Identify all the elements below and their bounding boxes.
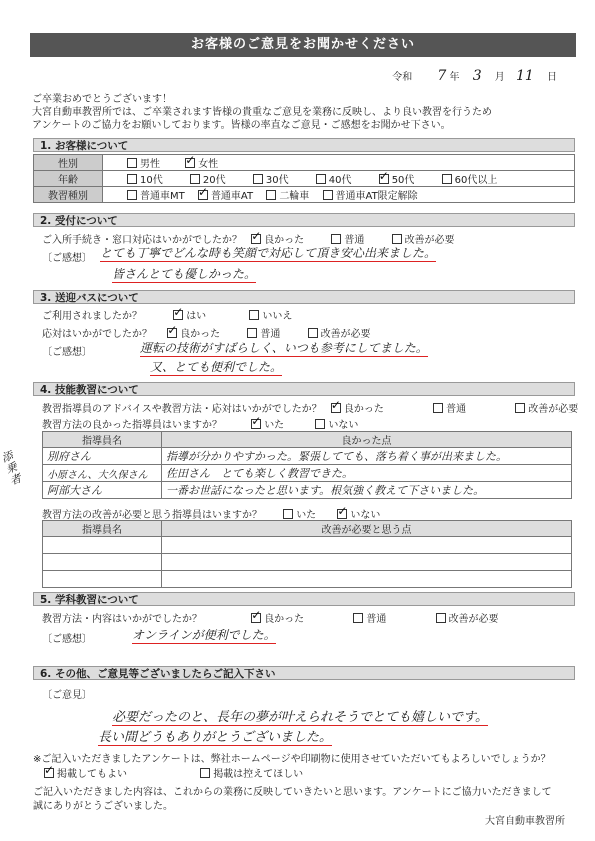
- consent-options: ✓掲載してもよい 掲載は控えてほしい: [44, 765, 303, 780]
- other-comment-1: 必要だったのと、長年の夢が叶えられそうでとても嬉しいです。: [112, 706, 488, 726]
- reception-comment-1: とても丁寧でどんな時も笑顔で対応して頂き安心出来ました。: [100, 246, 437, 260]
- section-4-header: 4. 技能教習について: [33, 382, 575, 396]
- reception-normal-checkbox[interactable]: [331, 234, 341, 244]
- lecture-normal-checkbox[interactable]: [353, 613, 363, 623]
- good-instructor-table: 指導員名 良かった点 別府さん 指導が分かりやすかった。緊張してても、落ち着く事が出来ました。 小原さん、大久保さん 佐田さん とても楽しく教習できた。 阿部大さん 一番お世話になったと思います。根気強く教えて下さいました。: [42, 431, 572, 499]
- good-instructor-no[interactable]: [315, 419, 325, 429]
- closing-text: ご記入いただきました内容は、これからの業務に反映していきたいと思います。アンケートにご協力いただきまして 誠にありがとうございました。: [33, 787, 552, 812]
- checkbox-age-40[interactable]: [316, 174, 326, 184]
- section-3-header: 3. 送迎バスについて: [33, 290, 575, 304]
- checkbox-age-30[interactable]: [253, 174, 263, 184]
- checkbox-at-release[interactable]: [323, 190, 333, 200]
- lecture-good-checkbox[interactable]: [251, 613, 261, 623]
- bus-no-checkbox[interactable]: [249, 310, 259, 320]
- checkbox-at[interactable]: [198, 190, 208, 200]
- bus-comment-2: 又、とても便利でした。: [150, 360, 283, 374]
- instructor-name: 阿部大さん: [43, 482, 162, 499]
- intro-text: ご卒業おめでとうございます！ 大宮自動車教習所では、ご卒業されます皆様の貴重なご意見を業務に反映し、より良い教習を行うため アンケートのご協力をお願いしております。皆様の率直なご意見・ご感想をお聞かせ下さい。: [32, 94, 492, 131]
- improve-instructor-yes[interactable]: [283, 509, 293, 519]
- bus-good-checkbox[interactable]: [167, 328, 177, 338]
- reception-improve-checkbox[interactable]: [392, 234, 402, 244]
- good-instructor-yes[interactable]: [251, 419, 261, 429]
- section-5-header: 5. 学科教習について: [33, 592, 575, 606]
- lecture-comment: オンラインが便利でした。: [132, 628, 276, 642]
- customer-info-table: 性別 男性 ✓ 女性 年齢 10代 20代 30代 40代 ✓ 50代 60代以上 教習種別 普通車MT ✓ 普通車AT 二輪車 普通車AT限定解除: [33, 154, 575, 203]
- bus-comment-1: 運転の技術がすばらしく、いつも参考にしてました。: [140, 341, 428, 355]
- other-comment-label: 〔ご意見〕: [42, 690, 92, 701]
- section-2-header: 2. 受付について: [33, 213, 575, 227]
- section-6-header: 6. その他、ご意見等ございましたらご記入下さい: [33, 666, 575, 680]
- instructor-good-point: 指導が分かりやすかった。緊張してても、落ち着く事が出来ました。: [162, 448, 572, 465]
- improve-instructor-no[interactable]: [337, 509, 347, 519]
- checkbox-age-60[interactable]: [442, 174, 452, 184]
- improve-instructor-table: 指導員名 改善が必要と思う点: [42, 520, 572, 588]
- bus-improve-checkbox[interactable]: [308, 328, 318, 338]
- bus-normal-checkbox[interactable]: [247, 328, 257, 338]
- checkbox-mt[interactable]: [127, 190, 137, 200]
- improve-instructor-question: 教習方法の改善が必要と思う指導員はいますか？ いた ✓ いない: [42, 506, 380, 521]
- reception-comment-2: 皆さんとても優しかった。: [112, 267, 257, 281]
- checkbox-female[interactable]: [185, 158, 195, 168]
- instructor-name: 別府さん: [43, 448, 162, 465]
- bus-service-question: 応対はいかがでしたか？ ✓ 良かった 普通 改善が必要: [42, 325, 371, 340]
- bus-comment-label: 〔ご感想〕: [42, 347, 92, 358]
- section-1-header: 1. お客様について: [33, 138, 575, 152]
- bus-yes-checkbox[interactable]: [173, 310, 183, 320]
- consent-question: ※ご記入いただきましたアンケートは、弊社ホームページや印刷物に使用させていただいてもよろしいでしょうか？: [33, 754, 551, 765]
- reception-question: ご入所手続き・窓口対応はいかがでしたか？ ✓ 良かった 普通 改善が必要: [42, 231, 455, 246]
- month-value: 3: [472, 68, 482, 84]
- school-name: 大宮自動車教習所: [485, 816, 565, 827]
- instructor-name: 小原さん、大久保さん: [43, 465, 162, 482]
- lecture-improve-checkbox[interactable]: [436, 613, 446, 623]
- instructor-good-point: 一番お世話になったと思います。根気強く教えて下さいました。: [162, 482, 572, 499]
- day-value: 11: [515, 68, 534, 84]
- skill-improve-checkbox[interactable]: [515, 403, 525, 413]
- skill-advice-question: 教習指導員のアドバイスや教習方法・応対はいかがでしたか？ ✓ 良かった 普通 改善が必要: [42, 400, 578, 415]
- date-line: 令和 7 年 3 月 11 日: [392, 68, 557, 84]
- skill-good-checkbox[interactable]: [331, 403, 341, 413]
- lecture-question: 教習方法・内容はいかがでしたか？ ✓ 良かった 普通 改善が必要: [42, 610, 499, 625]
- checkbox-age-50[interactable]: [379, 174, 389, 184]
- instructor-good-point: 佐田さん とても楽しく教習できた。: [162, 465, 572, 482]
- form-title: お客様のご意見をお聞かせください: [30, 33, 576, 57]
- consent-yes-checkbox[interactable]: [44, 768, 54, 778]
- reception-good-checkbox[interactable]: [251, 234, 261, 244]
- good-instructor-question: 教習方法の良かった指導員はいますか？ ✓ いた いない: [42, 416, 358, 431]
- reception-comment-label: 〔ご感想〕: [42, 253, 92, 264]
- other-comment-2: 長い間どうもありがとうございました。: [98, 726, 332, 746]
- checkbox-age-20[interactable]: [190, 174, 200, 184]
- skill-normal-checkbox[interactable]: [433, 403, 443, 413]
- checkbox-bike[interactable]: [266, 190, 276, 200]
- lecture-comment-label: 〔ご感想〕: [42, 634, 92, 645]
- bus-use-question: ご利用されましたか？ ✓ はい いいえ: [42, 307, 292, 322]
- checkbox-male[interactable]: [127, 158, 137, 168]
- consent-no-checkbox[interactable]: [200, 768, 210, 778]
- checkbox-age-10[interactable]: [127, 174, 137, 184]
- year-value: 7: [437, 68, 447, 84]
- side-note: 添乗者: [0, 449, 23, 488]
